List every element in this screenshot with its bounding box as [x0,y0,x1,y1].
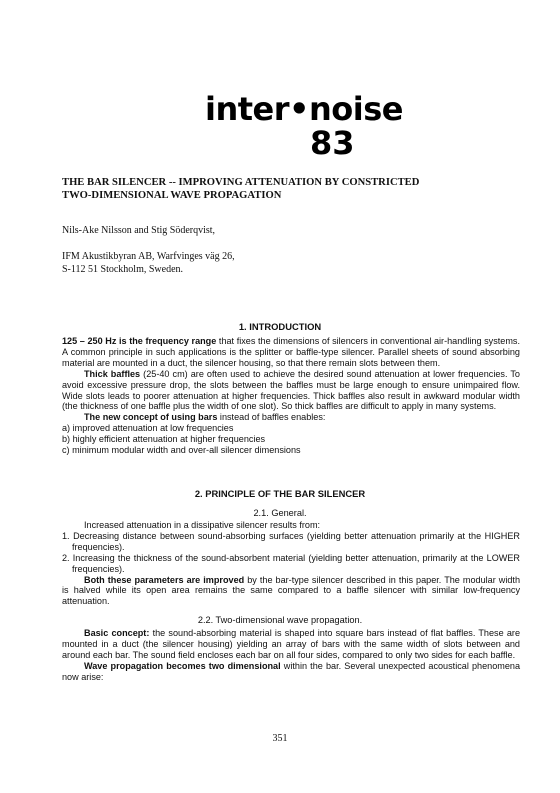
bold-lead: Wave propagation becomes two dimensional [84,660,281,671]
section-body [62,520,520,607]
conference-logo-year: 83 [310,124,355,162]
title-line: TWO-DIMENSIONAL WAVE PROPAGATION [62,190,282,201]
section-heading: 1. INTRODUCTION [238,321,322,332]
page-number: 351 [272,733,288,744]
list-item: c) minimum modular width and over-all silencer dimensions [62,445,301,456]
paragraph [62,412,520,423]
affiliation-line: IFM Akustikbyran AB, Warfvinges väg 26, [62,251,235,262]
affiliation-line: S-112 51 Stockholm, Sweden. [62,264,184,275]
paragraph-text: that fixes the dimensions of silencers in conventional air-handling systems. A common principle in such applications is the splitter or baffle-type silencer. Parallel sheets of sound absorbing material are mounted in a duct, the silencer housing, so that there remain slots between them. [62,336,520,368]
paragraph [62,369,520,413]
paragraph [62,336,520,369]
paragraph-text: the sound-absorbing material is shaped into square bars instead of flat baffles. These are mounted in a duct (the silencer housing) yielding an array of bars with the same width of slots between and around each bar. The sound field encloses each bar on all four sides, compared to only two sides for each baffle. [62,628,521,660]
section-body [62,336,520,456]
paragraph [62,661,520,683]
subsection-heading: 2.2. Two-dimensional wave propagation. [197,615,363,625]
paragraph [62,628,520,661]
paragraph-text: by the bar-type silencer described in this paper. The modular width is halved while its open area remains the same compared to a baffle silencer with similar low-frequency attenuation. [62,574,521,607]
paragraph-text: (25-40 cm) are often used to achieve the desired sound attenuation at lower frequencies. To avoid excessive pressure drop, the slots between the baffles must be large enough to ensure unimpaired flow. Wide slots leads to poorer attenuation at higher frequencies. Thick baffles also result in awkward modular width (the thickness of one baffle plus the width of one slot). So thick baffles are difficult to apply in many systems. [62,368,520,412]
title-line: THE BAR SILENCER -- IMPROVING ATTENUATION BY CONSTRICTED [62,177,420,188]
paper-title [62,176,462,202]
bold-lead: Basic concept: [84,628,150,638]
bold-lead: 125 – 250 Hz is the frequency range [62,336,217,346]
section-body [62,628,520,683]
bold-lead: Thick baffles [84,368,141,379]
paragraph-text: instead of baffles enables: [217,412,326,423]
paragraph [62,575,520,608]
bold-lead: Both these parameters are improved [84,574,245,585]
list-item: 2. Increasing the thickness of the sound-absorbent material (yielding better attenuation, primarily at the LOWER frequencies). [62,552,520,574]
paragraph-text: within the bar. Several unexpected acoustical phenomena now arise: [62,660,521,682]
list-item: b) highly efficient attenuation at higher frequencies [62,434,266,445]
section-heading: 2. PRINCIPLE OF THE BAR SILENCER [194,488,366,499]
paragraph: Increased attenuation in a dissipative silencer results from: [84,520,321,530]
conference-logo-name: inter•noise [205,90,403,128]
list-item: a) improved attenuation at low frequencies [62,423,234,434]
bold-lead: The new concept of using bars [84,412,218,423]
subsection-heading: 2.1. General. [253,508,307,518]
authors: Nils-Ake Nilsson and Stig Söderqvist, [62,225,216,236]
list-item: 1. Decreasing distance between sound-absorbing surfaces (yielding better attenuation primarily at the HIGHER frequencies). [62,530,520,552]
